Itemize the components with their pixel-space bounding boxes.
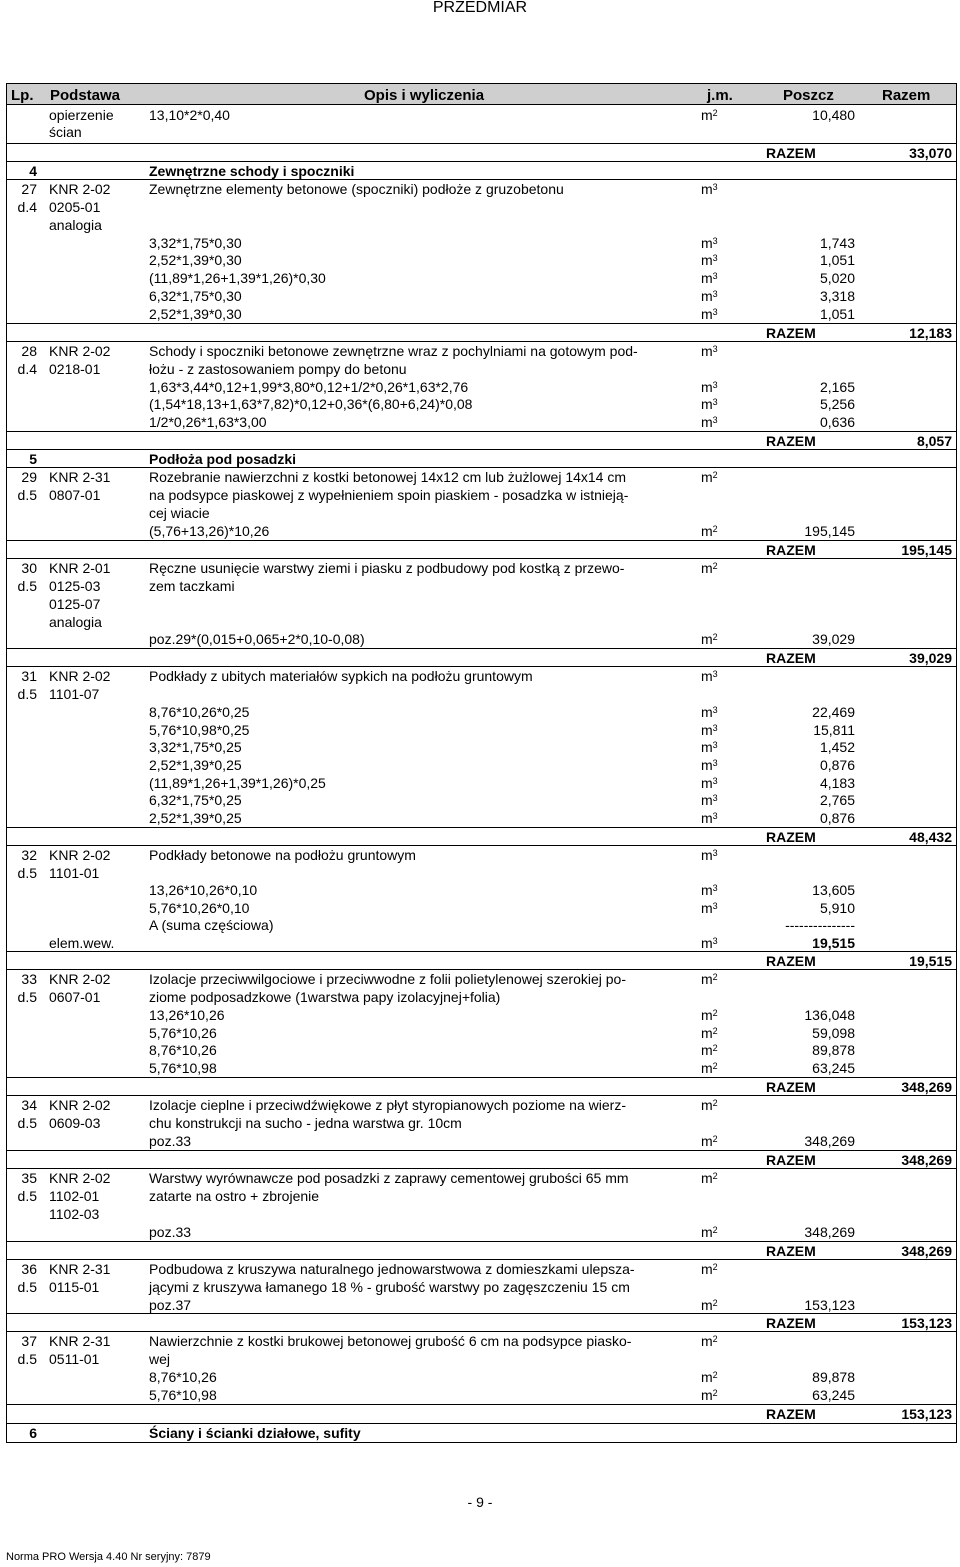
unit-exponent: 3	[712, 901, 718, 911]
total-value: 39,029	[909, 650, 952, 666]
row-divider	[6, 467, 957, 468]
item-description: (11,89*1,26+1,39*1,26)*0,30	[149, 270, 326, 286]
unit-base: m	[701, 252, 713, 268]
total-value: 153,123	[901, 1315, 952, 1331]
unit-base: m	[701, 560, 713, 576]
partial-value: 0,876	[819, 810, 855, 826]
unit-exponent: 3	[712, 723, 718, 733]
item-description: 5,76*10,98*0,25	[149, 722, 250, 738]
item-basis: KNR 2-02	[49, 181, 111, 197]
unit-exponent: 2	[712, 524, 718, 534]
unit-exponent: 2	[712, 1225, 718, 1235]
row-divider	[6, 540, 957, 541]
total-value: 153,123	[901, 1406, 952, 1422]
unit-exponent: 2	[712, 470, 718, 480]
unit-exponent: 2	[712, 1334, 718, 1344]
row-divider	[6, 1259, 957, 1260]
total-value: 348,269	[901, 1079, 952, 1095]
partial-value: 1,452	[819, 739, 855, 755]
item-description: 6,32*1,75*0,25	[149, 792, 242, 808]
footer-text: Norma PRO Wersja 4.40 Nr seryjny: 7879	[6, 1551, 211, 1563]
unit-base: m	[701, 971, 713, 987]
section-title: Podłoża pod posadzki	[149, 451, 297, 467]
partial-value: 4,183	[819, 775, 855, 791]
unit-base: m	[701, 935, 713, 951]
unit-exponent: 2	[712, 1262, 718, 1272]
unit-base: m	[701, 704, 713, 720]
item-description: (1,54*18,13+1,63*7,82)*0,12+0,36*(6,80+6,24)*0,08	[149, 396, 473, 412]
total-value: 348,269	[901, 1243, 952, 1259]
item-number: d.4	[17, 199, 37, 215]
total-label: RAZEM	[766, 1079, 816, 1095]
partial-value: 136,048	[804, 1007, 855, 1023]
item-number: d.5	[17, 1351, 37, 1367]
unit-base: m	[701, 1025, 713, 1041]
unit-base: m	[701, 306, 713, 322]
item-basis: KNR 2-01	[49, 560, 111, 576]
item-basis: KNR 2-31	[49, 1261, 111, 1277]
total-label: RAZEM	[766, 1243, 816, 1259]
partial-value: 39,029	[812, 631, 855, 647]
item-description: Nawierzchnie z kostki brukowej betonowej grubość 6 cm na podsypce piasko-	[149, 1333, 632, 1349]
partial-value: 348,269	[804, 1133, 855, 1149]
total-label: RAZEM	[766, 1152, 816, 1168]
total-label: RAZEM	[766, 829, 816, 845]
unit-base: m	[701, 1297, 713, 1313]
unit-exponent: 3	[712, 848, 718, 858]
item-description: jącymi z kruszywa łamanego 18 % - grubość warstwy po zagęszczeniu 15 cm	[149, 1279, 630, 1295]
border-bottom	[6, 1442, 957, 1443]
total-label: RAZEM	[766, 953, 816, 969]
page-title: PRZEDMIAR	[432, 0, 528, 16]
item-basis: 1101-01	[49, 865, 100, 881]
item-basis: 0607-01	[49, 989, 101, 1005]
item-description: cej wiacie	[149, 505, 210, 521]
item-number: d.4	[17, 361, 37, 377]
unit-exponent: 2	[712, 1134, 718, 1144]
item-description: zem taczkami	[149, 578, 235, 594]
partial-value: 89,878	[812, 1369, 855, 1385]
item-basis: 0511-01	[49, 1351, 100, 1367]
unit-exponent: 3	[712, 307, 718, 317]
unit-base: m	[701, 900, 713, 916]
row-divider	[6, 1095, 957, 1096]
item-number: 33	[21, 971, 37, 987]
unit-exponent: 2	[712, 632, 718, 642]
row-divider	[6, 1331, 957, 1332]
partial-value: 10,480	[812, 107, 855, 123]
unit	[701, 560, 718, 577]
unit-base: m	[701, 1369, 713, 1385]
unit-base: m	[701, 739, 713, 755]
unit-base: m	[701, 1170, 713, 1186]
row-divider	[6, 179, 957, 180]
unit	[701, 971, 718, 988]
item-number: 32	[21, 847, 37, 863]
item-description: Podbudowa z kruszywa naturalnego jednowarstwowa z domieszkami ulepsza-	[149, 1261, 635, 1277]
partial-value: 195,145	[804, 523, 855, 539]
unit-exponent: 2	[712, 1298, 718, 1308]
total-value: 348,269	[901, 1152, 952, 1168]
partial-value: 63,245	[812, 1060, 855, 1076]
item-number: 5	[29, 451, 37, 467]
header-opis: Opis i wyliczenia	[364, 87, 485, 104]
unit-exponent: 2	[712, 108, 718, 118]
item-number: 36	[21, 1261, 37, 1277]
row-divider	[6, 969, 957, 970]
item-description: Ręczne usunięcie warstwy ziemi i piasku z podbudowy pod kostką z przewo-	[149, 560, 625, 576]
unit-exponent: 2	[712, 972, 718, 982]
row-divider	[6, 666, 957, 667]
row-divider	[6, 558, 957, 559]
item-basis: 0807-01	[49, 487, 101, 503]
unit	[701, 668, 718, 685]
item-description: Warstwy wyrównawcze pod posadzki z zaprawy cementowej grubości 65 mm	[149, 1170, 629, 1186]
estimate-table	[6, 83, 957, 1443]
item-basis: KNR 2-02	[49, 971, 111, 987]
unit-base: m	[701, 810, 713, 826]
item-number: 29	[21, 469, 37, 485]
border-left	[6, 105, 7, 1443]
item-description: ziome podposadzkowe (1warstwa papy izolacyjnej+folia)	[149, 989, 501, 1005]
unit-base: m	[701, 1224, 713, 1240]
item-number: 31	[21, 668, 37, 684]
item-description: Izolacje przeciwwilgociowe i przeciwwodne z folii polietylenowej szerokiej po-	[149, 971, 626, 987]
item-basis: analogia	[49, 217, 102, 233]
unit-base: m	[701, 270, 713, 286]
item-basis: elem.wew.	[49, 935, 115, 951]
item-description: A (suma częściowa)	[149, 917, 274, 933]
table-header	[6, 83, 957, 105]
item-description: 8,76*10,26	[149, 1369, 217, 1385]
unit-base: m	[701, 1133, 713, 1149]
unit-base: m	[701, 847, 713, 863]
item-basis: 0205-01	[49, 199, 101, 215]
unit-base: m	[701, 469, 713, 485]
unit-base: m	[701, 181, 713, 197]
partial-value: 0,876	[819, 757, 855, 773]
unit-base: m	[701, 1387, 713, 1403]
item-basis: 0125-07	[49, 596, 101, 612]
partial-value: 59,098	[812, 1025, 855, 1041]
item-number: d.5	[17, 487, 37, 503]
item-number: d.5	[17, 686, 37, 702]
item-number: d.5	[17, 865, 37, 881]
item-description: 8,76*10,26*0,25	[149, 704, 250, 720]
unit-base: m	[701, 792, 713, 808]
unit-exponent: 3	[712, 289, 718, 299]
row-divider	[6, 161, 957, 162]
header-lp: Lp.	[11, 87, 34, 104]
item-number: d.5	[17, 1188, 37, 1204]
partial-value: 153,123	[804, 1297, 855, 1313]
partial-value: 63,245	[812, 1387, 855, 1403]
item-description: 8,76*10,26	[149, 1042, 217, 1058]
partial-value: 5,020	[819, 270, 855, 286]
item-description: 2,52*1,39*0,30	[149, 306, 242, 322]
item-description: (11,89*1,26+1,39*1,26)*0,25	[149, 775, 326, 791]
unit-base: m	[701, 523, 713, 539]
item-basis: analogia	[49, 614, 102, 630]
partial-value: 0,636	[819, 414, 855, 430]
row-divider	[6, 449, 957, 450]
unit-exponent: 3	[712, 758, 718, 768]
item-description: 1,63*3,44*0,12+1,99*3,80*0,12+1/2*0,26*1,63*2,76	[149, 379, 469, 395]
unit-exponent: 3	[712, 182, 718, 192]
unit-base: m	[701, 775, 713, 791]
row-divider	[6, 323, 957, 324]
item-description: 5,76*10,26*0,10	[149, 900, 250, 916]
item-basis: KNR 2-31	[49, 1333, 111, 1349]
unit-base: m	[701, 757, 713, 773]
item-description: 5,76*10,98	[149, 1387, 217, 1403]
item-description: 5,76*10,26	[149, 1025, 217, 1041]
unit-base: m	[701, 1261, 713, 1277]
total-value: 48,432	[909, 829, 952, 845]
row-divider	[6, 1241, 957, 1242]
item-description: 3,32*1,75*0,25	[149, 739, 242, 755]
unit-exponent: 3	[712, 705, 718, 715]
unit-exponent: 2	[712, 1370, 718, 1380]
partial-value: 348,269	[804, 1224, 855, 1240]
unit	[701, 469, 718, 486]
partial-value: 22,469	[812, 704, 855, 720]
item-description: 13,26*10,26	[149, 1007, 225, 1023]
item-description: 2,52*1,39*0,25	[149, 810, 242, 826]
item-description: Podkłady z ubitych materiałów sypkich na podłożu gruntowym	[149, 668, 533, 684]
unit-exponent: 3	[712, 344, 718, 354]
item-basis: KNR 2-02	[49, 847, 111, 863]
unit-exponent: 3	[712, 236, 718, 246]
item-description: poz.33	[149, 1224, 192, 1240]
item-basis: KNR 2-02	[49, 668, 111, 684]
unit-base: m	[701, 288, 713, 304]
page-number: - 9 -	[467, 1494, 493, 1510]
item-description: Rozebranie nawierzchni z kostki betonowej 14x12 cm lub żużlowej 14x14 cm	[149, 469, 627, 485]
unit-exponent: 3	[712, 253, 718, 263]
partial-value: 2,765	[819, 792, 855, 808]
header-poszcz: Poszcz	[783, 87, 834, 104]
unit-base: m	[701, 1007, 713, 1023]
unit-exponent: 2	[712, 1098, 718, 1108]
row-divider	[6, 845, 957, 846]
unit	[701, 1261, 718, 1278]
partial-value: 5,256	[819, 396, 855, 412]
item-description: (5,76+13,26)*10,26	[149, 523, 270, 539]
total-label: RAZEM	[766, 325, 816, 341]
unit-exponent: 3	[712, 776, 718, 786]
item-basis: 0125-03	[49, 578, 101, 594]
unit-exponent: 2	[712, 1388, 718, 1398]
item-basis: 1102-01	[49, 1188, 100, 1204]
unit-base: m	[701, 1042, 713, 1058]
item-basis: ścian	[49, 124, 82, 140]
unit-exponent: 2	[712, 1171, 718, 1181]
item-number: 37	[21, 1333, 37, 1349]
header-podstawa: Podstawa	[50, 87, 121, 104]
unit	[701, 181, 718, 198]
unit-exponent: 3	[712, 811, 718, 821]
unit-exponent: 2	[712, 561, 718, 571]
unit-base: m	[701, 396, 713, 412]
unit-base: m	[701, 107, 713, 123]
partial-value: 1,051	[819, 252, 855, 268]
unit-base: m	[701, 414, 713, 430]
unit-base: m	[701, 631, 713, 647]
row-divider	[6, 648, 957, 649]
item-number: 28	[21, 343, 37, 359]
total-value: 195,145	[901, 542, 952, 558]
item-number: d.5	[17, 1115, 37, 1131]
item-description: 3,32*1,75*0,30	[149, 235, 242, 251]
partial-value: 19,515	[812, 935, 855, 951]
unit	[701, 343, 718, 360]
border-right	[956, 105, 957, 1443]
unit-exponent: 2	[712, 1061, 718, 1071]
total-label: RAZEM	[766, 145, 816, 161]
total-label: RAZEM	[766, 1315, 816, 1331]
unit-exponent: 2	[712, 1008, 718, 1018]
item-description: 5,76*10,98	[149, 1060, 217, 1076]
item-description: poz.33	[149, 1133, 192, 1149]
total-value: 12,183	[909, 325, 952, 341]
item-basis: KNR 2-31	[49, 469, 111, 485]
unit-base: m	[701, 668, 713, 684]
item-description: wej	[149, 1351, 171, 1367]
unit-base: m	[701, 235, 713, 251]
total-label: RAZEM	[766, 1406, 816, 1422]
item-description: 6,32*1,75*0,30	[149, 288, 242, 304]
unit-base: m	[701, 379, 713, 395]
item-description: Podkłady betonowe na podłożu gruntowym	[149, 847, 416, 863]
partial-value: 15,811	[813, 722, 855, 738]
item-description: Izolacje cieplne i przeciwdźwiękowe z płyt styropianowych poziome na wierz-	[149, 1097, 626, 1113]
partial-value: 3,318	[819, 288, 855, 304]
item-basis: KNR 2-02	[49, 1170, 111, 1186]
item-description: 2,52*1,39*0,30	[149, 252, 242, 268]
unit	[701, 1170, 718, 1187]
row-divider	[6, 1077, 957, 1078]
total-label: RAZEM	[766, 650, 816, 666]
item-number: 30	[21, 560, 37, 576]
total-value: 33,070	[909, 145, 952, 161]
item-basis: 1101-07	[49, 686, 100, 702]
partial-value: 89,878	[812, 1042, 855, 1058]
unit-exponent: 3	[712, 397, 718, 407]
unit-exponent: 3	[712, 271, 718, 281]
unit-base: m	[701, 1060, 713, 1076]
partial-value: 2,165	[819, 379, 855, 395]
row-divider	[6, 1313, 957, 1314]
item-description: poz.29*(0,015+0,065+2*0,10-0,08)	[149, 631, 365, 647]
unit-exponent: 3	[712, 740, 718, 750]
item-description: 13,26*10,26*0,10	[149, 882, 258, 898]
item-description: 1/2*0,26*1,63*3,00	[149, 414, 267, 430]
unit-exponent: 2	[712, 1026, 718, 1036]
item-description: Zewnętrzne elementy betonowe (spoczniki) podłoże z gruzobetonu	[149, 181, 564, 197]
item-description: na podsypce piaskowej z wypełnieniem spoin piaskiem - posadzka w istnieją-	[149, 487, 629, 503]
item-number: 27	[21, 181, 37, 197]
total-value: 19,515	[909, 953, 952, 969]
header-razem: Razem	[882, 87, 931, 104]
unit-base: m	[701, 343, 713, 359]
partial-value: 1,743	[819, 235, 855, 251]
row-divider	[6, 827, 957, 828]
item-description: 2,52*1,39*0,25	[149, 757, 242, 773]
unit-base: m	[701, 882, 713, 898]
item-basis: opierzenie	[49, 107, 114, 123]
total-value: 8,057	[916, 433, 952, 449]
unit-exponent: 3	[712, 883, 718, 893]
unit-exponent: 3	[712, 415, 718, 425]
row-divider	[6, 341, 957, 342]
row-divider	[6, 1404, 957, 1405]
item-number: d.5	[17, 578, 37, 594]
partial-value: 13,605	[812, 882, 855, 898]
unit	[701, 1333, 718, 1350]
item-number: 34	[21, 1097, 37, 1113]
item-description: łożu - z zastosowaniem pompy do betonu	[149, 361, 407, 377]
row-divider	[6, 431, 957, 432]
row-divider	[6, 1168, 957, 1169]
unit-exponent: 3	[712, 936, 718, 946]
partial-value: ---------------	[785, 917, 855, 933]
item-description: 13,10*2*0,40	[149, 107, 230, 123]
row-divider	[6, 1150, 957, 1151]
item-number: 35	[21, 1170, 37, 1186]
unit-exponent: 2	[712, 1043, 718, 1053]
item-number: 4	[29, 163, 37, 179]
unit-exponent: 3	[712, 793, 718, 803]
row-divider	[6, 1423, 957, 1424]
unit	[701, 1097, 718, 1114]
item-number: 6	[29, 1425, 37, 1441]
item-description: zatarte na ostro + zbrojenie	[149, 1188, 320, 1204]
item-number: d.5	[17, 1279, 37, 1295]
item-basis: KNR 2-02	[49, 1097, 111, 1113]
unit-exponent: 3	[712, 669, 718, 679]
item-basis: 0609-03	[49, 1115, 101, 1131]
section-title: Zewnętrzne schody i spoczniki	[149, 163, 355, 179]
item-description: chu konstrukcji na sucho - jedna warstwa gr. 10cm	[149, 1115, 462, 1131]
item-number: d.5	[17, 989, 37, 1005]
item-basis: 1102-03	[49, 1206, 100, 1222]
partial-value: 1,051	[819, 306, 855, 322]
unit-base: m	[701, 1097, 713, 1113]
item-basis: 0218-01	[49, 361, 101, 377]
item-basis: 0115-01	[49, 1279, 100, 1295]
unit	[701, 847, 718, 864]
row-divider	[6, 951, 957, 952]
row-divider	[6, 143, 957, 144]
total-label: RAZEM	[766, 433, 816, 449]
section-title: Ściany i ścianki działowe, sufity	[149, 1425, 361, 1441]
unit-base: m	[701, 722, 713, 738]
item-description: poz.37	[149, 1297, 192, 1313]
header-jm: j.m.	[707, 87, 733, 104]
unit-exponent: 3	[712, 380, 718, 390]
unit-base: m	[701, 1333, 713, 1349]
partial-value: 5,910	[819, 900, 855, 916]
total-label: RAZEM	[766, 542, 816, 558]
item-basis: KNR 2-02	[49, 343, 111, 359]
item-description: Schody i spoczniki betonowe zewnętrzne wraz z pochylniami na gotowym pod-	[149, 343, 638, 359]
